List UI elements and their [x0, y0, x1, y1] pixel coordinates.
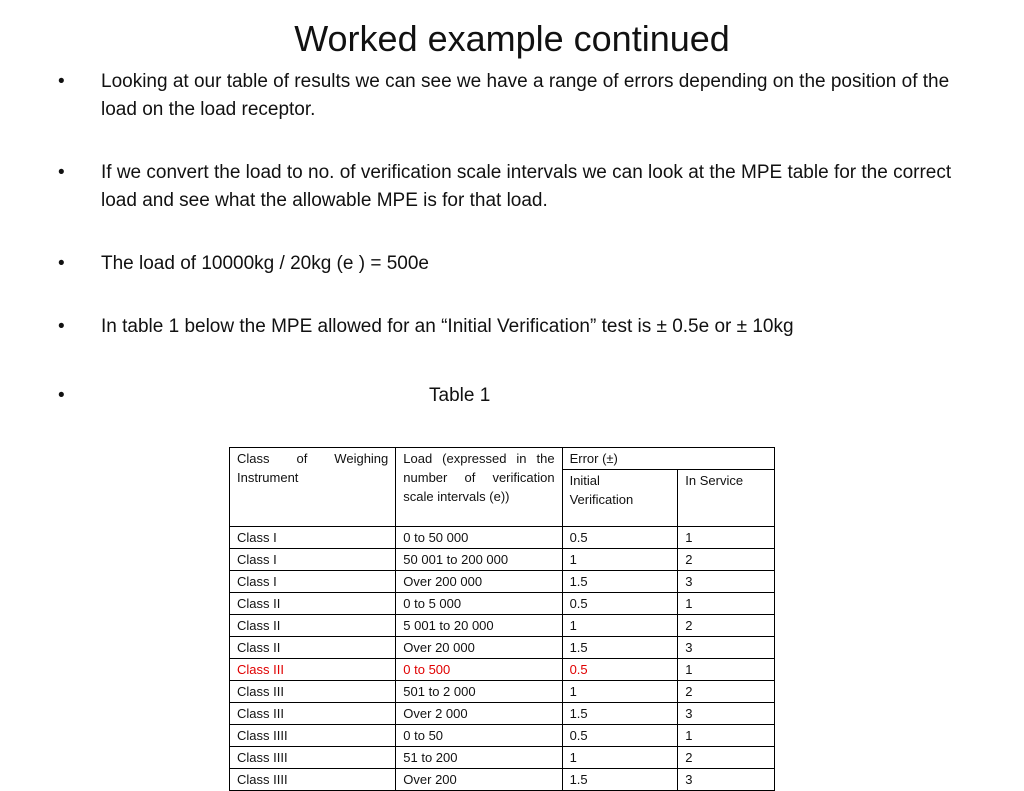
- in-service-cell: 3: [678, 703, 775, 725]
- header-error-cell: Error (±): [562, 448, 774, 470]
- header-in-service-cell: In Service: [678, 470, 775, 527]
- header-initial-cell: [562, 470, 678, 527]
- initial-verification-cell: 1: [562, 681, 678, 703]
- header-class-line: Class of Weighing: [237, 451, 389, 466]
- initial-verification-cell: 1: [562, 747, 678, 769]
- initial-verification-cell: 1.5: [562, 637, 678, 659]
- class-cell: Class III: [230, 659, 396, 681]
- class-cell: Class II: [230, 615, 396, 637]
- table-row: [230, 549, 775, 571]
- initial-verification-cell: 1.5: [562, 769, 678, 791]
- header-initial-line: Initial: [569, 473, 600, 488]
- header-load-line: scale intervals (e)): [403, 489, 510, 504]
- table-caption: Table 1: [429, 385, 491, 406]
- load-cell: 0 to 5 000: [396, 593, 562, 615]
- in-service-cell: 2: [678, 615, 775, 637]
- header-initial-line: Verification: [569, 492, 634, 507]
- load-cell: 5 001 to 20 000: [396, 615, 562, 637]
- load-cell: 0 to 500: [396, 659, 562, 681]
- in-service-cell: 2: [678, 681, 775, 703]
- initial-verification-cell: 0.5: [562, 527, 678, 549]
- load-cell: 501 to 2 000: [396, 681, 562, 703]
- class-cell: Class II: [230, 637, 396, 659]
- class-cell: Class III: [230, 681, 396, 703]
- load-cell: 0 to 50: [396, 725, 562, 747]
- table-header-row: [230, 448, 775, 470]
- mpe-table: [229, 447, 775, 791]
- table-row: [230, 769, 775, 791]
- in-service-cell: 1: [678, 593, 775, 615]
- load-cell: Over 2 000: [396, 703, 562, 725]
- in-service-cell: 1: [678, 527, 775, 549]
- slide-title: Worked example continued: [294, 18, 730, 59]
- table-row: [230, 703, 775, 725]
- in-service-cell: 3: [678, 571, 775, 593]
- table-row: [230, 527, 775, 549]
- in-service-cell: 2: [678, 549, 775, 571]
- bullet-item: [58, 313, 794, 341]
- in-service-cell: 1: [678, 725, 775, 747]
- header-load-line: Load (expressed in the: [403, 451, 555, 466]
- bullet-text: If we convert the load to no. of verification scale intervals we can look at the MPE table for the correct load and see what the allowable MPE is for that load.: [101, 162, 952, 211]
- load-cell: Over 200 000: [396, 571, 562, 593]
- class-cell: Class IIII: [230, 747, 396, 769]
- bullet-dot: •: [58, 385, 65, 406]
- class-cell: Class III: [230, 703, 396, 725]
- in-service-cell: 3: [678, 769, 775, 791]
- bullet-dot: •: [58, 162, 65, 183]
- class-cell: Class II: [230, 593, 396, 615]
- in-service-cell: 2: [678, 747, 775, 769]
- in-service-cell: 3: [678, 637, 775, 659]
- in-service-cell: 1: [678, 659, 775, 681]
- header-class-cell: [230, 448, 396, 527]
- bullet-text: The load of 10000kg / 20kg (e ) = 500e: [101, 253, 429, 274]
- load-cell: 51 to 200: [396, 747, 562, 769]
- header-load-cell: [396, 448, 562, 527]
- table-row: [230, 747, 775, 769]
- bullet-item: [58, 250, 429, 278]
- load-cell: 50 001 to 200 000: [396, 549, 562, 571]
- class-cell: Class I: [230, 527, 396, 549]
- table-row: [230, 571, 775, 593]
- load-cell: Over 200: [396, 769, 562, 791]
- table-row: [230, 725, 775, 747]
- initial-verification-cell: 1: [562, 615, 678, 637]
- initial-verification-cell: 0.5: [562, 725, 678, 747]
- class-cell: Class I: [230, 549, 396, 571]
- class-cell: Class I: [230, 571, 396, 593]
- initial-verification-cell: 1: [562, 549, 678, 571]
- initial-verification-cell: 0.5: [562, 593, 678, 615]
- table-row: [230, 659, 775, 681]
- header-class-line: Instrument: [237, 470, 299, 485]
- table-row: [230, 593, 775, 615]
- initial-verification-cell: 1.5: [562, 571, 678, 593]
- header-load-line: number of verification: [403, 470, 555, 485]
- table-body: [230, 527, 775, 791]
- bullet-text: Looking at our table of results we can see we have a range of errors depending on the position of the load on the load receptor.: [101, 71, 950, 120]
- load-cell: 0 to 50 000: [396, 527, 562, 549]
- bullet-item: [58, 382, 958, 410]
- table-row: [230, 615, 775, 637]
- class-cell: Class IIII: [230, 725, 396, 747]
- table-row: [230, 681, 775, 703]
- bullet-dot: •: [58, 71, 65, 92]
- load-cell: Over 20 000: [396, 637, 562, 659]
- initial-verification-cell: 1.5: [562, 703, 678, 725]
- bullet-item: [58, 68, 958, 124]
- bullet-item: [58, 159, 958, 215]
- bullet-dot: •: [58, 253, 65, 274]
- bullet-text: In table 1 below the MPE allowed for an “Initial Verification” test is ± 0.5e or ± 10kg: [101, 316, 794, 337]
- class-cell: Class IIII: [230, 769, 396, 791]
- initial-verification-cell: 0.5: [562, 659, 678, 681]
- bullet-dot: •: [58, 316, 65, 337]
- table-row: [230, 637, 775, 659]
